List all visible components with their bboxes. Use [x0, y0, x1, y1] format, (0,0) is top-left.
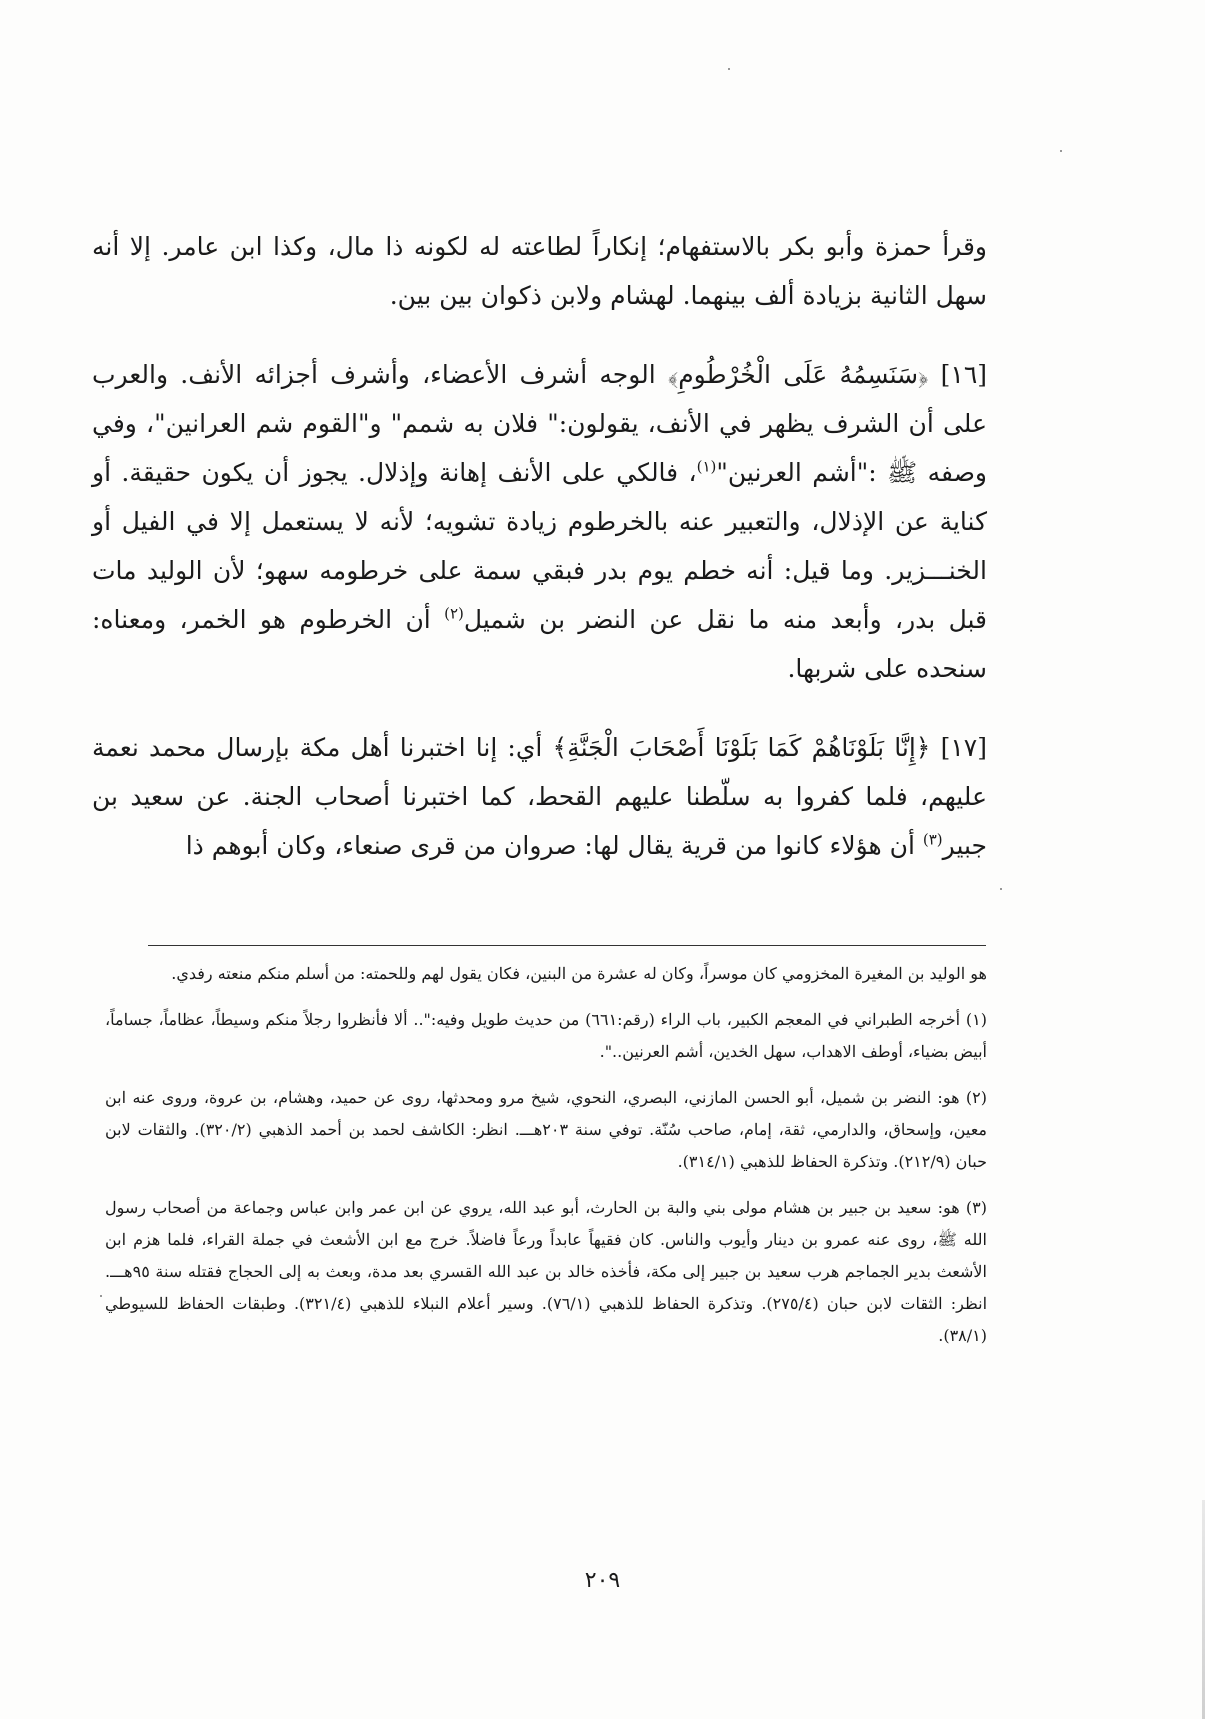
footnotes	[105, 958, 987, 1366]
paragraph-verse-16	[92, 350, 987, 693]
quran-verse: ﴿إِنَّا بَلَوْنَاهُمْ كَمَا بَلَوْنَا أَصْحَابَ الْجَنَّةِ﴾	[552, 733, 931, 762]
scan-speck	[100, 1295, 102, 1297]
scan-speck	[728, 68, 730, 70]
footnote-divider	[148, 945, 986, 946]
footnote-ref-3: (٣)	[922, 830, 943, 849]
footnote-3: (٣) هو: سعيد بن جبير بن هشام مولى بني والبة بن الحارث، أبو عبد الله، يروي عن ابن عمر وابن عباس وجماعة من أصحاب رسول الله ﷺ، روى عنه عمرو بن دينار وأيوب والناس. كان فقيهاً عابداً ورعاً فاضلاً. خرج مع ابن الأشعث في جملة القراء، فلما هزم ابن الأشعث بدير الجماجم هرب سعيد بن جبير إلى مكة، فأخذه خالد بن عبد الله القسري بعد مدة، وبعث به إلى الحجاج فقتله سنة ٩٥هـــ. انظر: الثقات لابن حبان (٢٧٥/٤). وتذكرة الحفاظ للذهبي (٧٦/١). وسير أعلام النبلاء للذهبي (٣٢١/٤). وطبقات الحفاظ للسيوطي (٣٨/١).	[105, 1198, 988, 1345]
scan-speck	[1060, 150, 1062, 152]
paragraph-verse-17	[92, 723, 987, 870]
scan-speck	[1000, 888, 1002, 890]
footnote-ref-2: (٢)	[444, 604, 464, 623]
paragraph-text: أي: إنا اختبرنا أهل مكة بإرسال محمد نعمة عليهم، فلما كفروا به سلّطنا عليهم القحط، كما اختبرنا أصحاب الجنة. عن سعيد بن جبير	[92, 733, 987, 860]
page-number: ٢٠٩	[584, 1568, 621, 1593]
paragraph-text: وقرأ حمزة وأبو بكر بالاستفهام؛ إنكاراً لطاعته له لكونه ذا مال، وكذا ابن عامر. إلا أنه سهل الثانية بزيادة ألف بينهما. لهشام ولابن ذكوان بين بين.	[92, 232, 987, 310]
paragraph-intro	[92, 222, 987, 320]
verse-number: [١٦]	[940, 360, 988, 389]
footnote-1: (١) أخرجه الطبراني في المعجم الكبير، باب الراء (رقم:٦٦١) من حديث طويل وفيه:".. ألا فأنظروا رجلاً منكم وسيطاً، عظاماً، جساماً، أبيض بضياء، أوطف الاهداب، سهل الخدين، أشم العرنين..".	[105, 1010, 988, 1061]
footnote-ref-1: (١)	[696, 457, 717, 476]
verse-number: [١٧]	[940, 733, 987, 762]
paragraph-text: أن هؤلاء كانوا من قرية يقال لها: صروان من قرى صنعاء، وكان أبوهم ذا	[185, 831, 923, 860]
quran-verse: ﴿سَنَسِمُهُ عَلَى الْخُرْطُومِ﴾	[667, 360, 929, 389]
paragraph-text: أن الخرطوم هو الخمر، ومعناه: سنحده على شربها.	[92, 605, 987, 683]
footnote-continuation: هو الوليد بن المغيرة المخزومي كان موسراً، وكان له عشرة من البنين، فكان يقول لهم وللحمته: من أسلم منكم منعته رفدي.	[171, 964, 987, 983]
main-text	[92, 222, 987, 900]
paragraph-text: ، فالكي على الأنف إهانة وإذلال. يجوز أن يكون حقيقة. أو كناية عن الإذلال، والتعبير عنه بالخرطوم زيادة تشويه؛ لأنه لا يستعمل إلا في الفيل أو الخنـــزير. وما قيل: أنه خطم يوم بدر فبقي سمة على خرطومه سهو؛ لأن الوليد مات قبل بدر، وأبعد منه ما نقل عن النضر بن شميل	[92, 458, 988, 634]
footnote-2: (٢) هو: النضر بن شميل، أبو الحسن المازني، البصري، النحوي، شيخ مرو ومحدثها، روى عن حميد، وهشام، بن عروة، وروى عنه ابن معين، وإسحاق، والدارمي، ثقة، إمام، صاحب سُنّة. توفي سنة ٢٠٣هـــ. انظر: الكاشف لحمد بن أحمد الذهبي (٣٢٠/٢). والثقات لابن حبان (٢١٢/٩). وتذكرة الحفاظ للذهبي (٣١٤/١).	[105, 1088, 987, 1171]
paragraph-text: الوجه أشرف الأعضاء، وأشرف أجزائه الأنف. والعرب على أن الشرف يظهر في الأنف، يقولون:" فلان به شمم" و"القوم شم العرانين"، وفي وصفه ﷺ :"أشم العرنين"	[92, 360, 987, 487]
